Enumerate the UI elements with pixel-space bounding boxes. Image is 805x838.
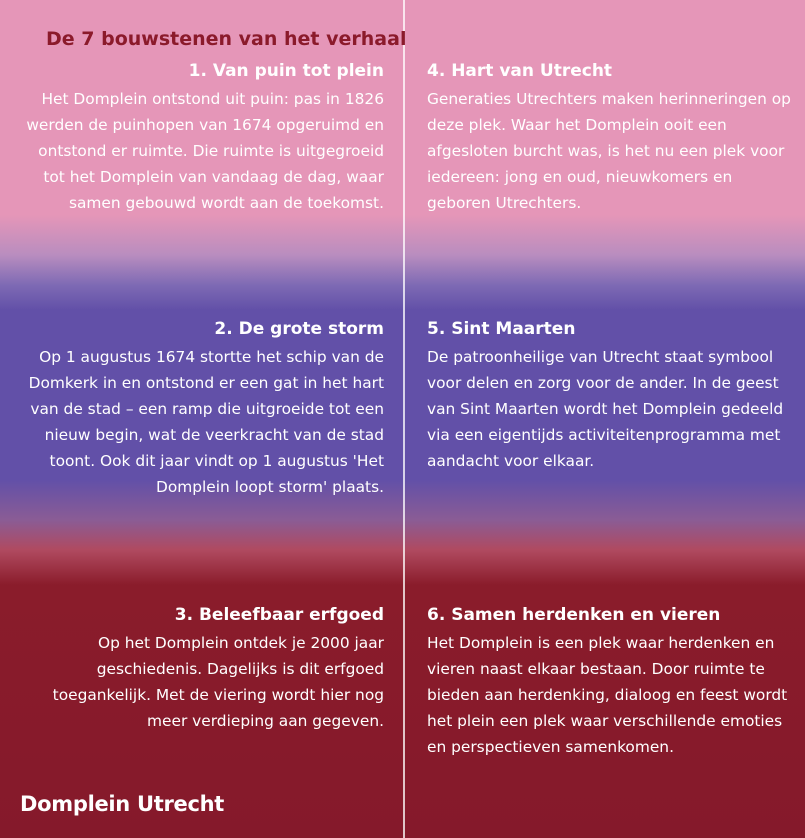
block-text: Generaties Utrechters maken herinneringen op deze plek. Waar het Domplein ooit een afgesloten burcht was, is het nu een plek voor iedereen: jong en oud, nieuwkomers en geboren Utrechters. — [427, 90, 791, 212]
block-hart-van-utrecht — [427, 60, 797, 216]
block-heading: 3. Beleefbaar erfgoed — [174, 605, 384, 625]
block-text: Het Domplein ontstond uit puin: pas in 1826 werden de puinhopen van 1674 opgeruimd en ontstond er ruimte. Die ruimte is uitgegroeid tot het Domplein van vandaag de dag, waar samen gebouwd wordt aan de toekomst. — [26, 90, 384, 212]
block-heading: 5. Sint Maarten — [427, 319, 576, 339]
poster-title: De 7 bouwstenen van het verhaal — [46, 28, 407, 50]
block-de-grote-storm — [14, 318, 384, 500]
block-van-puin-tot-plein — [14, 60, 384, 216]
block-text: Op 1 augustus 1674 stortte het schip van de Domkerk in en ontstond er een gat in het hart van de stad – een ramp die uitgroeide tot een nieuw begin, wat de veerkracht van de stad toont. Ook dit jaar vindt op 1 augustus 'Het Domplein loopt storm' plaats. — [28, 348, 384, 496]
block-samen-herdenken-en-vieren — [427, 604, 797, 760]
block-heading: 1. Van puin tot plein — [188, 61, 384, 81]
column-divider — [403, 0, 405, 838]
block-heading: 4. Hart van Utrecht — [427, 61, 613, 81]
block-text: Het Domplein is een plek waar herdenken en vieren naast elkaar bestaan. Door ruimte te bieden aan herdenking, dialoog en feest wordt het plein een plek waar verschillende emoties en perspectieven samenkomen. — [427, 634, 788, 756]
block-sint-maarten — [427, 318, 797, 474]
block-beleefbaar-erfgoed — [14, 604, 384, 734]
block-heading: 6. Samen herdenken en vieren — [427, 605, 721, 625]
block-heading: 2. De grote storm — [214, 319, 384, 339]
domplein-utrecht-logo: Domplein Utrecht — [20, 792, 225, 816]
block-text: Op het Domplein ontdek je 2000 jaar geschiedenis. Dagelijks is dit erfgoed toegankelijk. Met de viering wordt hier nog meer verdieping aan gegeven. — [52, 634, 384, 730]
block-text: De patroonheilige van Utrecht staat symbool voor delen en zorg voor de ander. In de geest van Sint Maarten wordt het Domplein gedeeld via een eigentijds activiteitenprogramma met aandacht voor elkaar. — [427, 348, 784, 470]
